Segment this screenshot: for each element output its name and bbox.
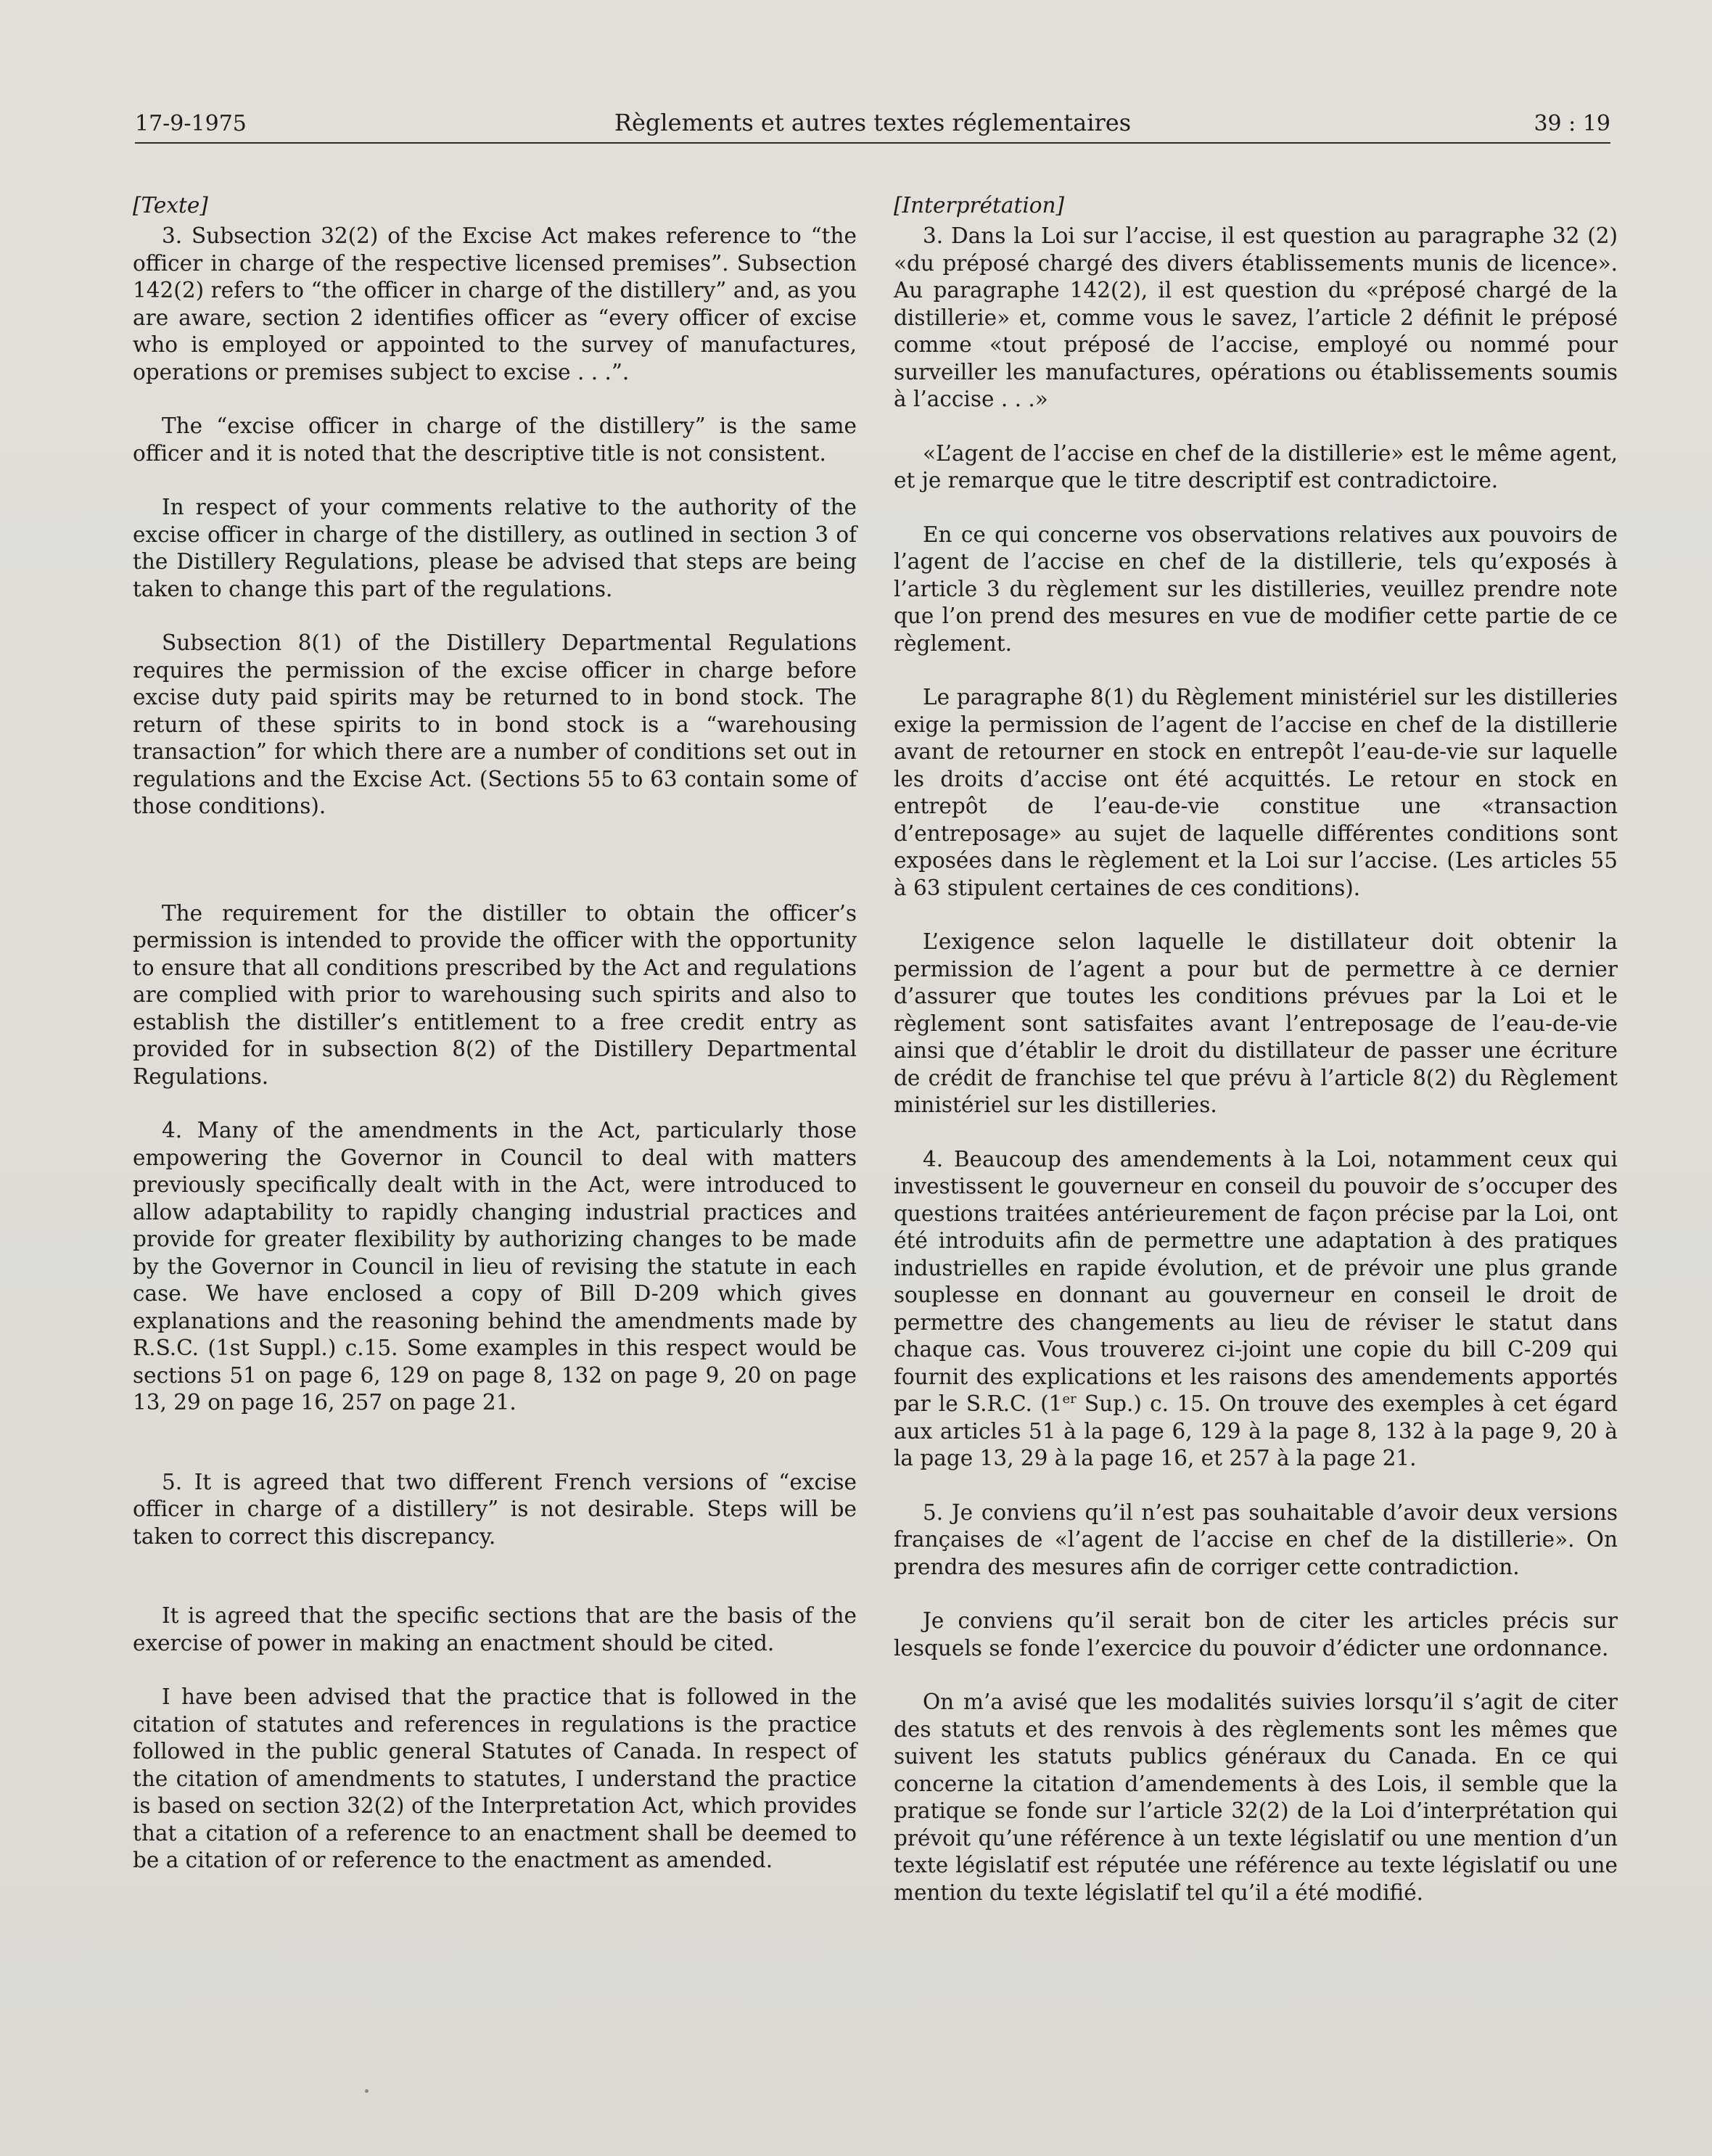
right-paragraph-9: On m’a avisé que les modalités suivies lorsqu’il s’agit de citer des statuts et des renvois à des règlements sont les mêmes que suivent les statuts publics généraux du Canada. En ce qui concerne la citation d’amendements à des Lois, il semble que la pratique se fonde sur l’article 32(2) de la Loi d’interprétation qui prévoit qu’une référence à un texte législatif ou une mention d’un texte législatif est réputée une référence au texte législatif ou une mention du texte législatif tel qu’il a été modifié.: [894, 1690, 1618, 1905]
right-paragraph-7: 5. Je conviens qu’il n’est pas souhaitable d’avoir deux versions françaises de «l’agent de l’accise en chef de la distillerie». On prendra des mesures afin de corriger cette contradiction.: [894, 1499, 1618, 1579]
english-column: [133, 192, 857, 1875]
scan-speck: [365, 2089, 369, 2093]
left-paragraph-3: In respect of your comments relative to the authority of the excise officer in charge of the distillery, as outlined in section 3 of the Distillery Regulations, please be advised that steps are being taken to change this part of the regulations.: [133, 495, 857, 601]
right-paragraph-8: Je conviens qu’il serait bon de citer les articles précis sur lesquels se fonde l’exercice du pouvoir d’édicter une ordonnance.: [894, 1608, 1618, 1661]
left-paragraph-7: 5. It is agreed that two different French versions of “excise officer in charge of a distillery” is not desirable. Steps will be taken to correct this discrepancy.: [133, 1469, 857, 1549]
left-paragraph-4: Subsection 8(1) of the Distillery Departmental Regulations requires the permission of the excise officer in charge before excise duty paid spirits may be returned to in bond stock. The return of these spirits to in bond stock is a “warehousing transaction” for which there are a number of conditions set out in regulations and the Excise Act. (Sections 55 to 63 contain some of those conditions).: [133, 630, 857, 818]
header-date: 17-9-1975: [135, 111, 247, 136]
right-heading: [Interprétation]: [894, 193, 1065, 218]
left-paragraph-1: 3. Subsection 32(2) of the Excise Act makes reference to “the officer in charge of the respective licensed premises”. Subsection 142(2) refers to “the officer in charge of the distillery” and, as you are aware, section 2 identifies officer as “every officer of excise who is employed or appointed to the survey of manufactures, operations or premises subject to excise . . .”.: [133, 223, 857, 384]
right-paragraph-2: «L’agent de l’accise en chef de la distillerie» est le même agent, et je remarque que le titre descriptif est contradictoire.: [894, 440, 1618, 493]
left-heading: [Texte]: [133, 193, 208, 218]
right-paragraph-6-superscript: er: [1062, 1391, 1077, 1407]
header-page-number: 39 : 19: [1534, 111, 1610, 136]
french-column: [894, 192, 1618, 1906]
right-paragraph-1: 3. Dans la Loi sur l’accise, il est question au paragraphe 32 (2) «du préposé chargé des divers établissements munis de licence». Au paragraphe 142(2), il est question du «préposé chargé de la distillerie» et, comme vous le savez, l’article 2 définit le préposé comme «tout préposé de l’accise, employé ou nommé pour surveiller les manufactures, opérations ou établissements soumis à l’accise . . .»: [894, 223, 1618, 411]
left-paragraph-9: I have been advised that the practice that is followed in the citation of statutes and references in regulations is the practice followed in the public general Statutes of Canada. In respect of the citation of amendments to statutes, I understand the practice is based on section 32(2) of the Interpretation Act, which provides that a citation of a reference to an enactment shall be deemed to be a citation of or reference to the enactment as amended.: [133, 1684, 857, 1872]
right-paragraph-6: [894, 1146, 1618, 1473]
left-paragraph-5: The requirement for the distiller to obtain the officer’s permission is intended to provide the officer with the opportunity to ensure that all conditions prescribed by the Act and regulations are complied with prior to warehousing such spirits and also to establish the distiller’s entitlement to a free credit entry as provided for in subsection 8(2) of the Distillery Departmental Regulations.: [133, 900, 857, 1089]
right-paragraph-5: L’exigence selon laquelle le distillateur doit obtenir la permission de l’agent a pour but de permettre à ce dernier d’assurer que toutes les conditions prévues par la Loi et le règlement sont satisfaites avant l’entreposage de l’eau-de-vie ainsi que d’établir le droit du distillateur de passer une écriture de crédit de franchise tel que prévu à l’article 8(2) du Règlement ministériel sur les distilleries.: [894, 929, 1618, 1117]
page-header: [135, 102, 1610, 144]
right-paragraph-6-part-b: Sup.) c. 15. On trouve des exemples à cet égard aux articles 51 à la page 6, 129 à la page 8, 132 à la page 9, 20 à la page 13, 29 à la page 16, et 257 à la page 21.: [894, 1391, 1618, 1470]
left-paragraph-6: 4. Many of the amendments in the Act, particularly those empowering the Governor in Council to deal with matters previously specifically dealt with in the Act, were introduced to allow adaptability to rapidly changing industrial practices and provide for greater flexibility by authorizing changes to be made by the Governor in Council in lieu of revising the statute in each case. We have enclosed a copy of Bill D-209 which gives explanations and the reasoning behind the amendments made by R.S.C. (1st Suppl.) c.15. Some examples in this respect would be sections 51 on page 6, 129 on page 8, 132 on page 9, 20 on page 13, 29 on page 16, 257 on page 21.: [133, 1118, 857, 1415]
left-paragraph-2: The “excise officer in charge of the distillery” is the same officer and it is noted that the descriptive title is not consistent.: [133, 413, 857, 466]
header-title: Règlements et autres textes réglementaires: [614, 109, 1132, 136]
right-paragraph-4: Le paragraphe 8(1) du Règlement ministériel sur les distilleries exige la permission de l’agent de l’accise en chef de la distillerie avant de retourner en stock en entrepôt l’eau-de-vie sur laquelle les droits d’accise ont été acquittés. Le retour en stock en entrepôt de l’eau-de-vie constitue une «transaction d’entreposage» au sujet de laquelle différentes conditions sont exposées dans le règlement et la Loi sur l’accise. (Les articles 55 à 63 stipulent certaines de ces conditions).: [894, 685, 1618, 900]
right-paragraph-6-part-a: 4. Beaucoup des amendements à la Loi, notamment ceux qui investissent le gouverneur en conseil du pouvoir de s’occuper des questions traitées antérieurement de façon précise par la Loi, ont été introduits afin de permettre une adaptation à des pratiques industrielles en rapide évolution, et de prévoir une plus grande souplesse en donnant au gouverneur en conseil le droit de permettre des changements au lieu de réviser le statut dans chaque cas. Vous trouverez ci-joint une copie du bill C-209 qui fournit des explications et les raisons des amendements apportés par le S.R.C. (1: [894, 1146, 1618, 1416]
right-paragraph-3: En ce qui concerne vos observations relatives aux pouvoirs de l’agent de l’accise en chef de la distillerie, tels qu’exposés à l’article 3 du règlement sur les distilleries, veuillez prendre note que l’on prend des mesures en vue de modifier cette partie de ce règlement.: [894, 522, 1618, 656]
left-paragraph-8: It is agreed that the specific sections that are the basis of the exercise of power in making an enactment should be cited.: [133, 1603, 857, 1655]
